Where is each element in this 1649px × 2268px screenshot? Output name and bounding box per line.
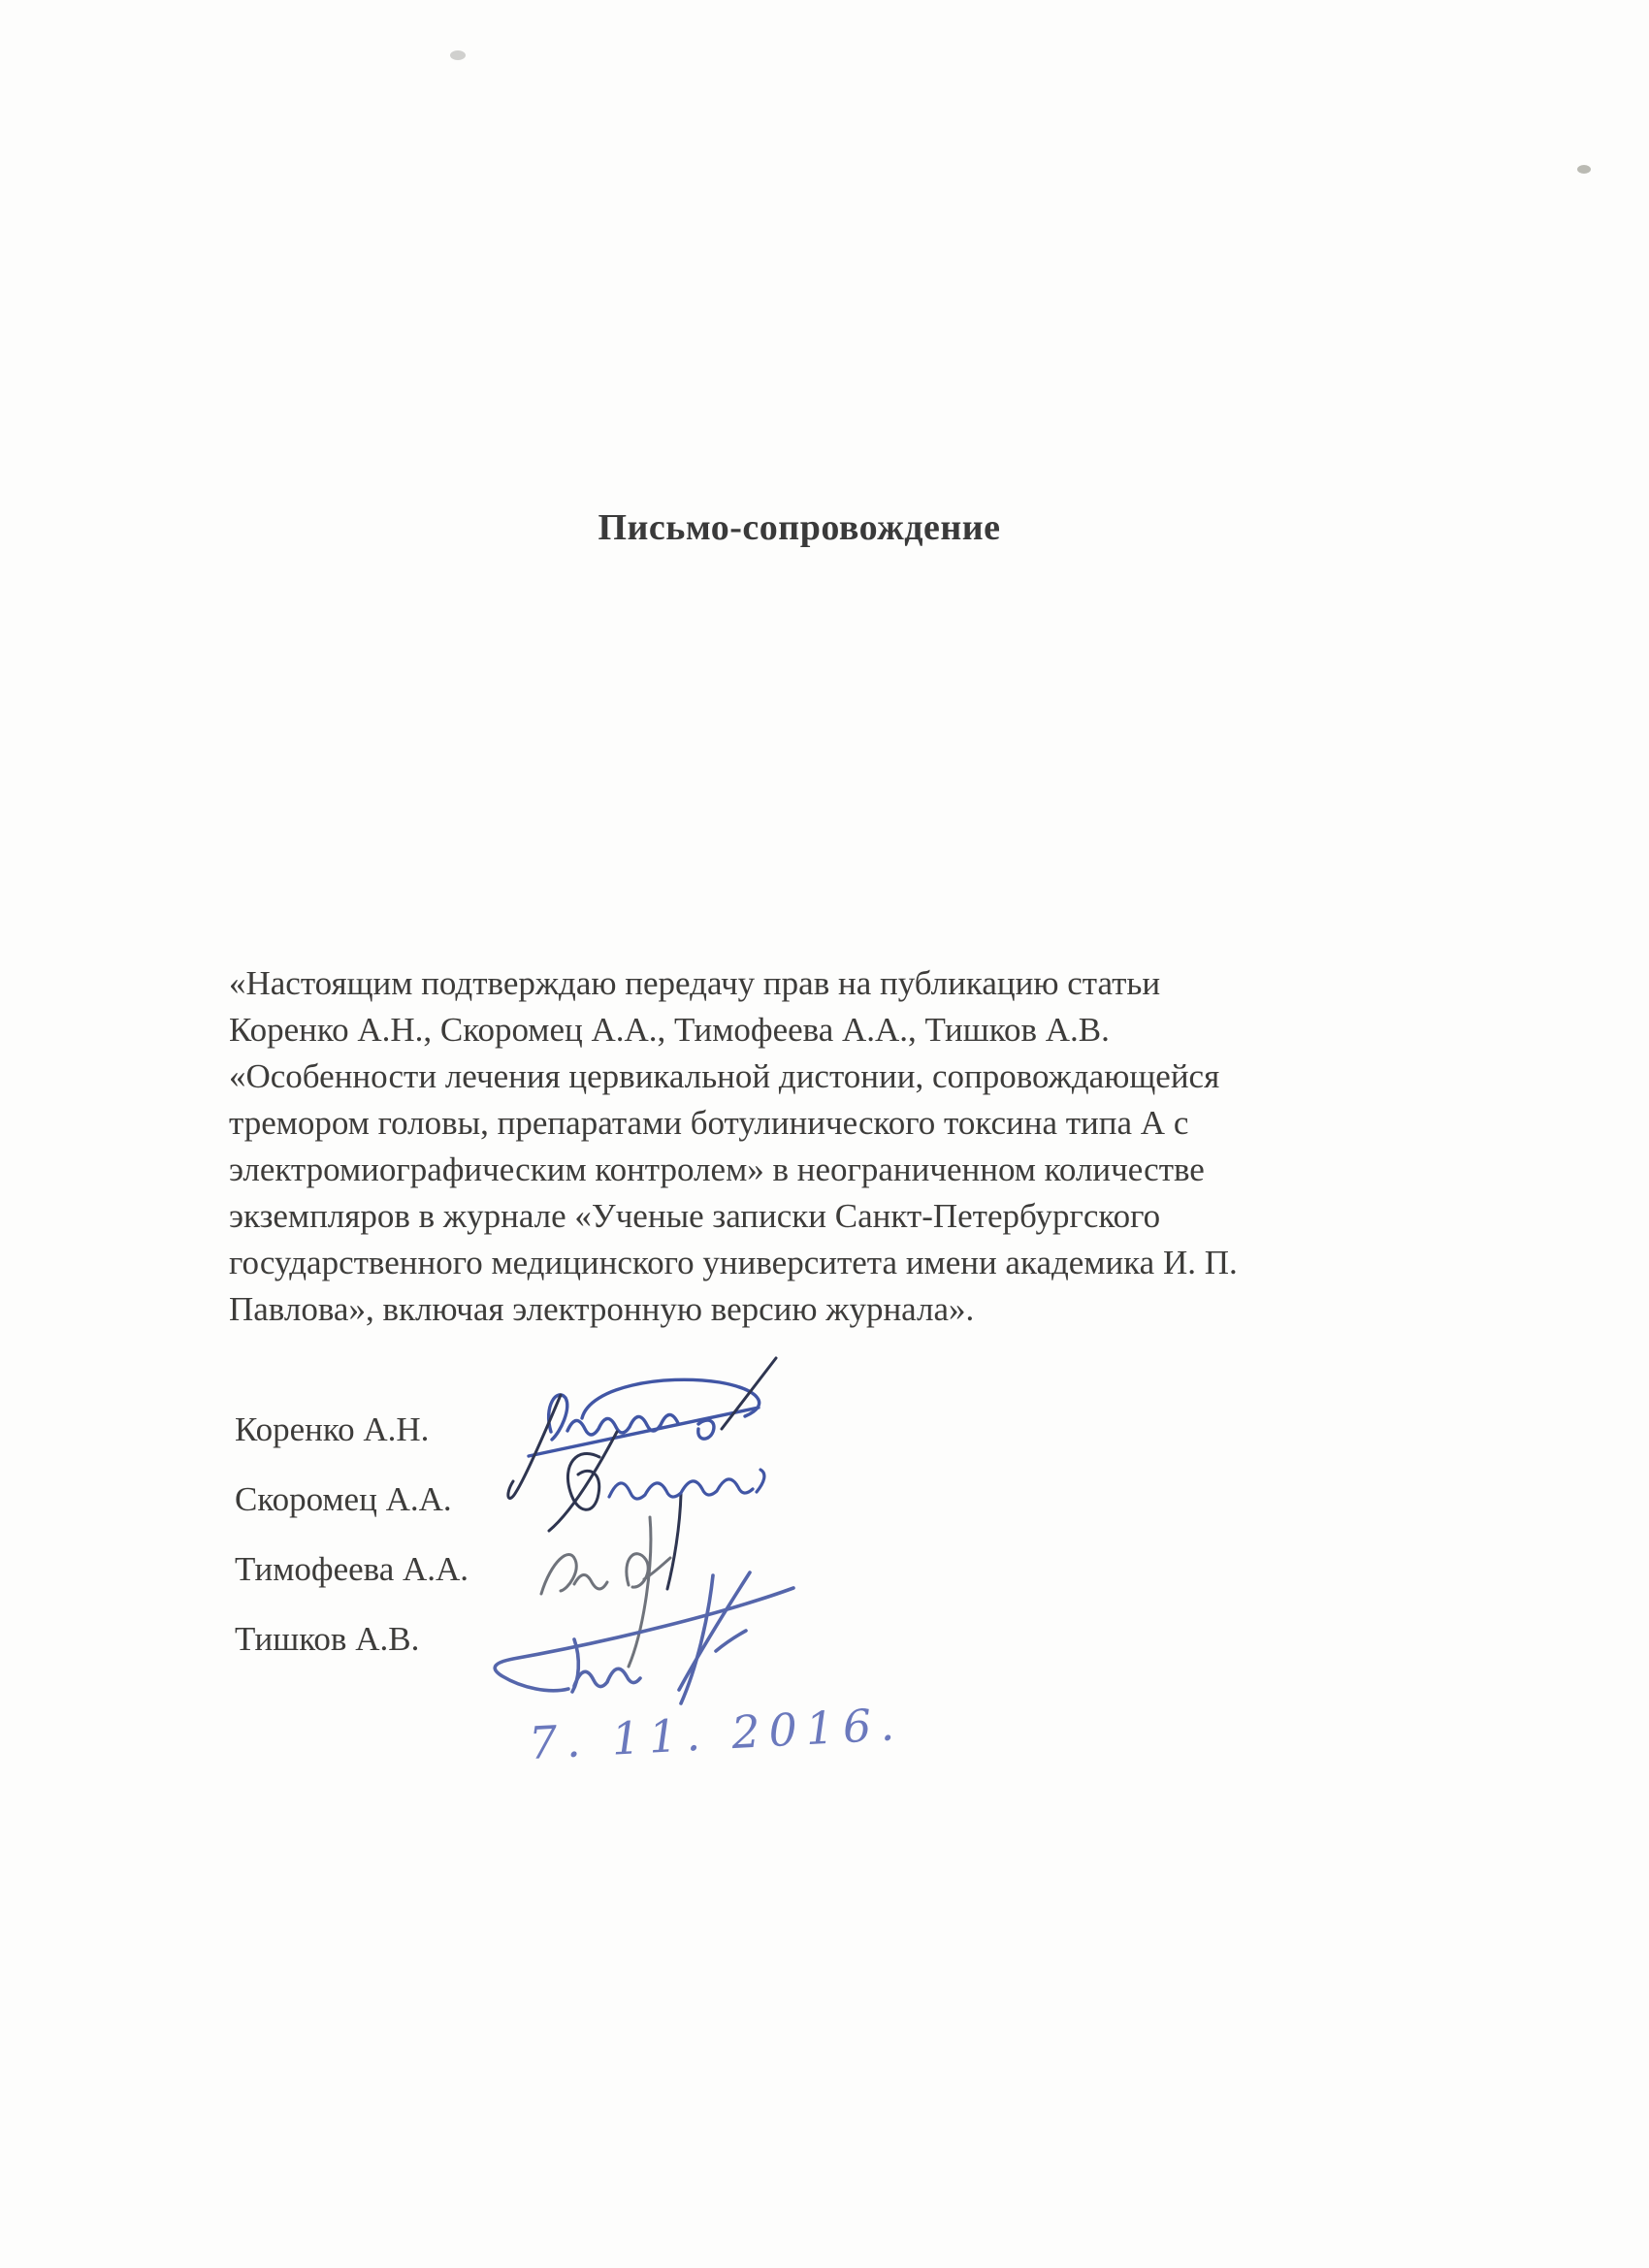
letter-body-line-4: тремором головы, препаратами ботулинического токсина типа А с xyxy=(229,1104,1189,1142)
letter-body-line-1: «Настоящим подтверждаю передачу прав на публикацию статьи xyxy=(229,964,1161,1002)
signature-korenko-blue xyxy=(529,1379,760,1456)
scan-speck xyxy=(450,50,466,60)
signature-skoromets-blue xyxy=(609,1470,764,1499)
signer-name-timofeeva: Тимофеева А.А. xyxy=(235,1550,469,1588)
handwritten-date: 7. 11. 2016. xyxy=(527,1697,905,1770)
letter-body-line-3: «Особенности лечения цервикальной дистонии, сопровождающейся xyxy=(229,1057,1220,1095)
letter-body-line-7: государственного медицинского университета имени академика И. П. xyxy=(229,1244,1238,1281)
letter-body-line-8: Павлова», включая электронную версию журнала». xyxy=(229,1290,975,1328)
letter-body-line-5: электромиографическим контролем» в неограниченном количестве xyxy=(229,1150,1205,1188)
letter-body-line-2: Коренко А.Н., Скоромец А.А., Тимофеева А.А., Тишков А.В. xyxy=(229,1011,1110,1049)
scan-speck xyxy=(1577,165,1591,174)
signature-timofeeva-gray xyxy=(541,1517,670,1667)
signers-list xyxy=(235,1409,469,1688)
signer-name-tishkov: Тишков А.В. xyxy=(235,1620,420,1658)
signature-tishkov-blue xyxy=(495,1572,793,1703)
page-title: Письмо-сопровождение xyxy=(598,507,1001,548)
letter-body xyxy=(229,960,1238,1333)
signer-name-skoromets: Скоромец А.А. xyxy=(235,1480,452,1518)
letter-body-line-6: экземпляров в журнале «Ученые записки Санкт-Петербургского xyxy=(229,1197,1161,1235)
signer-name-korenko: Коренко А.Н. xyxy=(235,1410,430,1448)
